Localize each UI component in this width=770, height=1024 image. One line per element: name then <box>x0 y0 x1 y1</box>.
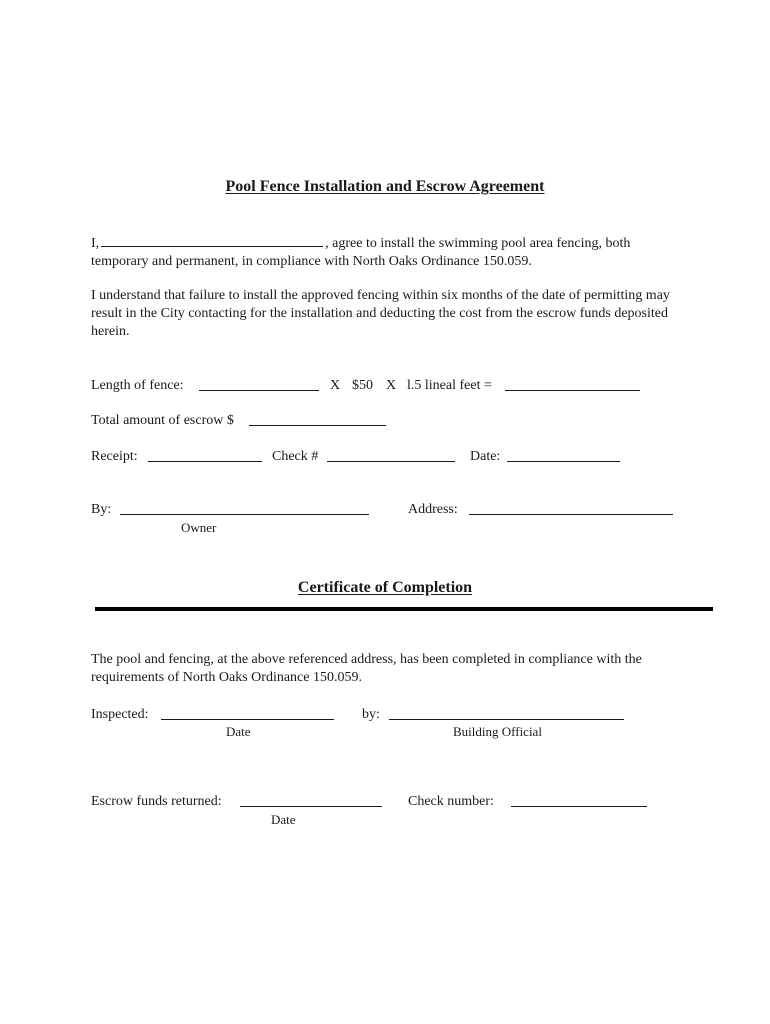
escrow-label: Total amount of escrow $ <box>91 413 234 428</box>
inspected-label: Inspected: <box>91 707 149 722</box>
by-label: By: <box>91 502 112 517</box>
para1-prefix: I, <box>91 236 100 251</box>
escrow-amount-field[interactable] <box>249 412 386 426</box>
length-field[interactable] <box>199 377 319 391</box>
para1-rest: , agree to install the swimming pool area fencing, both temporary and permanent, in compliance with North Oaks Ordinance 150.059. <box>91 236 631 269</box>
date-label: Date: <box>470 449 501 464</box>
address-label: Address: <box>408 502 458 517</box>
inspected-date-caption: Date <box>226 724 251 739</box>
check-number-label: Check number: <box>408 794 494 809</box>
multiply-sign-2: X <box>386 378 397 393</box>
check-label: Check # <box>272 449 319 464</box>
section-divider <box>95 607 713 611</box>
receipt-label: Receipt: <box>91 449 138 464</box>
name-field[interactable] <box>101 233 323 247</box>
agreement-paragraph-2: I understand that failure to install the approved fencing within six months of the date of permitting may result in the City contacting for the installation and deducting the cost from the escrow funds deposited herein. <box>91 288 670 339</box>
factor-label: l.5 lineal feet = <box>407 378 492 393</box>
rate-value: $50 <box>352 378 373 393</box>
check-field[interactable] <box>327 448 455 462</box>
certificate-paragraph: The pool and fencing, at the above referenced address, has been completed in compliance with the requirements of North Oaks Ordinance 150.059. <box>91 652 642 685</box>
owner-caption: Owner <box>181 520 217 535</box>
escrow-returned-date-field[interactable] <box>240 793 382 807</box>
agreement-title: Pool Fence Installation and Escrow Agreement <box>225 178 545 195</box>
receipt-field[interactable] <box>148 448 262 462</box>
address-field[interactable] <box>469 501 673 515</box>
building-official-field[interactable] <box>389 706 624 720</box>
check-number-field[interactable] <box>511 793 647 807</box>
agreement-paragraph-1 <box>91 233 681 271</box>
length-label: Length of fence: <box>91 378 184 393</box>
certificate-title: Certificate of Completion <box>297 579 473 596</box>
escrow-returned-label: Escrow funds returned: <box>91 794 222 809</box>
official-by-label: by: <box>362 707 380 722</box>
inspected-date-field[interactable] <box>161 706 334 720</box>
escrow-returned-date-caption: Date <box>271 812 296 827</box>
multiply-sign-1: X <box>330 378 341 393</box>
date-field[interactable] <box>507 448 620 462</box>
length-total-field[interactable] <box>505 377 640 391</box>
owner-signature-field[interactable] <box>120 501 369 515</box>
building-official-caption: Building Official <box>453 724 542 739</box>
